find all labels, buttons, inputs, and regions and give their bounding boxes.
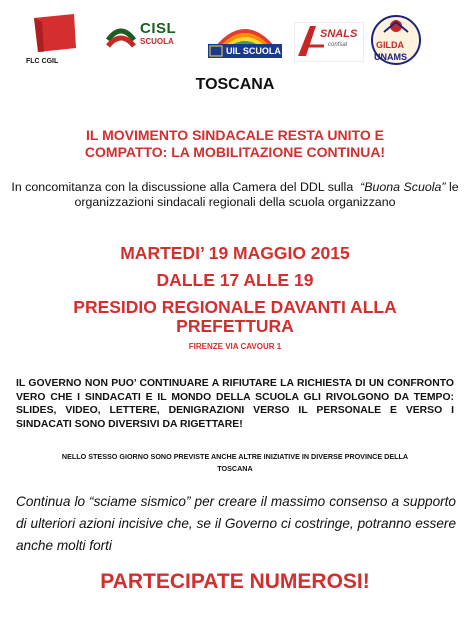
gilda-unams-logo [370, 10, 422, 72]
final-call: PARTECIPATE NUMEROSI! [100, 570, 370, 593]
intro-quote: “Buona Scuola” [360, 180, 446, 194]
uil-rainbow-icon [198, 14, 292, 66]
cisl-scuola-logo [104, 20, 180, 64]
flc-cgil-flag-icon [32, 14, 78, 54]
intro-after: le organizzazioni sindacali regionali della scuola organizzano [74, 180, 459, 209]
event-presidio-line-1: PRESIDIO REGIONALE DAVANTI ALLA [73, 297, 397, 317]
cisl-emblem-icon [104, 20, 138, 54]
cisl-sub: SCUOLA [140, 37, 174, 46]
appeal-paragraph: Continua lo “sciame sismico” per creare il massimo consenso a supporto di ulteriori azioni incisive che, se il Governo ci costringe, potranno essere anche molti forti [16, 494, 456, 553]
event-details [0, 242, 470, 352]
gilda-sub: UNAMS [374, 52, 407, 62]
statement-paragraph: IL GOVERNO NON PUO’ CONTINUARE A RIFIUTARE LA RICHIESTA DI UN CONFRONTO VERO CHE I SINDACATI E IL MONDO DELLA SCUOLA GLI RIVOLGONO DA TEMPO: SLIDES, VIDEO, LETTERE, DENIGRAZIONI VERSO IL PERSONALE E VERSO I SINDACATI SONO DIVERSIVI DA RIGETTARE! [16, 378, 454, 430]
headline-line-2: COMPATTO: LA MOBILITAZIONE CONTINUA! [84, 144, 386, 160]
cisl-name: CISL [140, 20, 177, 37]
region-title: TOSCANA [195, 76, 275, 93]
flc-cgil-label: FLC CGIL [26, 58, 59, 65]
logo-bar [0, 0, 470, 78]
event-time: DALLE 17 ALLE 19 [156, 270, 314, 290]
event-date: MARTEDI’ 19 MAGGIO 2015 [120, 243, 350, 263]
flc-cgil-logo [26, 14, 84, 78]
headline-line-1: IL MOVIMENTO SINDACALE RESTA UNITO E [86, 127, 384, 143]
event-address: FIRENZE VIA CAVOUR 1 [188, 342, 282, 351]
note-paragraph [40, 451, 430, 475]
note-line-1: NELLO STESSO GIORNO SONO PREVISTE ANCHE ALTRE INIZIATIVE IN DIVERSE PROVINCE DELLA [61, 452, 409, 461]
intro-paragraph [10, 180, 460, 210]
snals-sub: confsal [328, 42, 348, 48]
uil-scuola-logo [198, 14, 292, 66]
event-presidio-line-2: PREFETTURA [176, 316, 294, 336]
uil-scuola-label: UIL SCUOLA [226, 46, 281, 56]
gilda-name: GILDA [376, 40, 404, 50]
intro-before: In concomitanza con la discussione alla Camera del DDL sulla [11, 180, 354, 194]
snals-logo [294, 22, 364, 62]
snals-name: SNALS [320, 28, 358, 40]
headline [0, 127, 470, 161]
note-line-2: TOSCANA [217, 464, 253, 473]
